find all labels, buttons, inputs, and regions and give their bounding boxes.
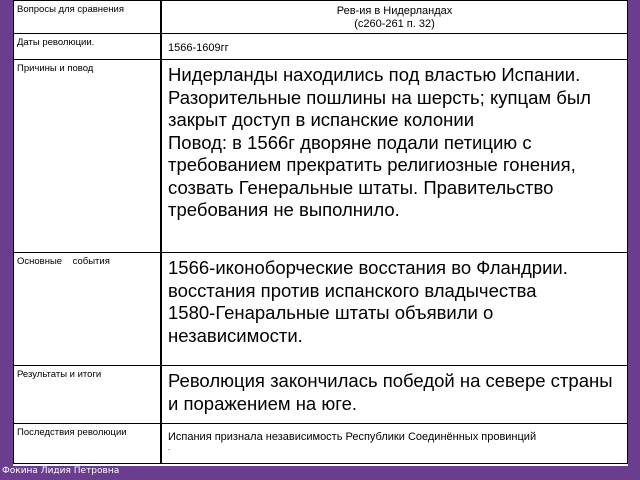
row-content-dates xyxy=(161,34,628,60)
results-line: Революция закончилась победой на севере страны xyxy=(168,370,613,391)
table-row-dates xyxy=(14,34,628,60)
header-pages: (с260-261 п. 32) xyxy=(354,18,435,30)
row-label-results: Результаты и итоги xyxy=(17,369,102,380)
row-label-events: Основные события xyxy=(17,256,110,267)
header-title: Рев-ия в Нидерландах xyxy=(336,5,453,17)
row-label-cell xyxy=(14,34,162,60)
causes-line: требования не выполнило. xyxy=(168,199,400,220)
consequences-trailing-mark: . xyxy=(168,443,171,452)
consequences-text: Испания признала независимость Республики Соединённых провинций xyxy=(168,431,537,443)
table-row-events xyxy=(14,253,628,366)
row-label-causes: Причины и повод xyxy=(17,63,94,74)
row-label-cell xyxy=(14,366,162,424)
header-left-label: Вопросы для сравнения xyxy=(17,4,125,15)
results-line: и поражением на юге. xyxy=(168,392,358,414)
header-left-cell xyxy=(14,1,162,34)
causes-line: закрыт доступ в испанские колонии xyxy=(168,109,475,130)
author-credit: Фокина Лидия Петровна xyxy=(2,466,120,476)
causes-line: Повод: в 1566г дворяне подали петицию с xyxy=(168,131,532,153)
events-line: 1566-иконоборческие восстания во Фландрии. xyxy=(168,257,568,278)
dates-text: 1566-1609гг xyxy=(168,42,229,54)
table-row-results xyxy=(14,366,628,424)
row-content-events xyxy=(161,253,628,366)
table-header-row xyxy=(14,1,628,34)
row-content-causes xyxy=(161,60,628,253)
row-label-dates: Даты революции. xyxy=(17,37,95,48)
row-label-cell xyxy=(14,424,162,464)
row-label-cell xyxy=(14,60,162,253)
comparison-table xyxy=(13,0,628,464)
table-row-consequences xyxy=(14,424,628,464)
events-line: восстания против испанского владычества xyxy=(168,279,537,301)
causes-line: Разорительные пошлины на шерсть; купцам был xyxy=(168,86,591,108)
row-label-cell xyxy=(14,253,162,366)
events-line: 1580-Генаральные штаты объявили о xyxy=(168,302,494,323)
causes-line: созвать Генеральные штаты. Правительство xyxy=(168,176,554,198)
row-content-consequences xyxy=(161,424,628,464)
table-row-causes xyxy=(14,60,628,253)
causes-line: требованием прекратить религиозные гонения, xyxy=(168,154,576,175)
events-line: независимости. xyxy=(168,324,303,346)
row-label-consequences: Последствия революции xyxy=(17,427,127,438)
causes-line: Нидерланды находились под властью Испании. xyxy=(168,64,581,85)
header-right-cell xyxy=(161,1,628,34)
row-content-results xyxy=(161,366,628,424)
